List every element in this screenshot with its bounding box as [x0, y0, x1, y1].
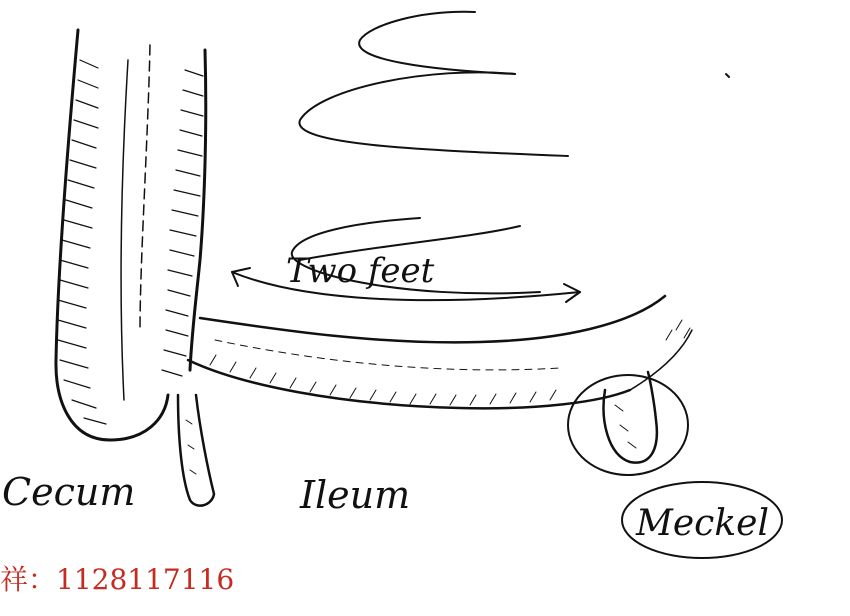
ileum-drawing [188, 296, 692, 408]
two-feet-label: Two feet [286, 251, 435, 291]
cecum-label: Cecum [2, 470, 136, 514]
cecum-drawing [56, 30, 206, 440]
appendix-drawing [178, 395, 214, 506]
ileum-label: Ileum [300, 473, 411, 517]
meckel-label: Meckel [636, 503, 769, 544]
watermark-text: 祥：1128117116 [0, 563, 235, 596]
meckel-diverticulum-drawing [568, 372, 688, 475]
